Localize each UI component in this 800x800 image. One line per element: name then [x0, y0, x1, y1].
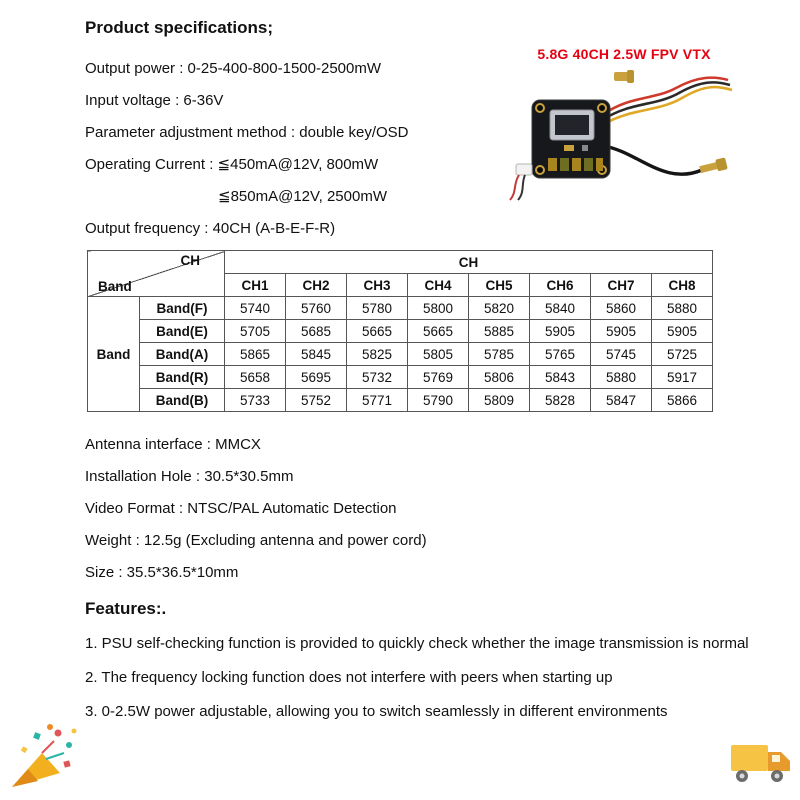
frequency-cell: 5905: [652, 320, 713, 343]
spec-input-voltage: Input voltage : 6-36V: [85, 92, 224, 109]
band-group-label: Band: [88, 297, 140, 412]
frequency-cell: 5820: [469, 297, 530, 320]
delivery-truck-icon: [728, 737, 794, 792]
party-popper-icon: [6, 719, 80, 798]
frequency-cell: 5765: [530, 343, 591, 366]
band-name-cell: Band(R): [140, 366, 225, 389]
band-name-cell: Band(E): [140, 320, 225, 343]
frequency-cell: 5790: [408, 389, 469, 412]
spec-output-power: Output power : 0-25-400-800-1500-2500mW: [85, 60, 382, 77]
frequency-cell: 5847: [591, 389, 652, 412]
ch-column-header: CH7: [591, 274, 652, 297]
frequency-cell: 5745: [591, 343, 652, 366]
frequency-cell: 5695: [286, 366, 347, 389]
frequency-cell: 5740: [225, 297, 286, 320]
frequency-cell: 5769: [408, 366, 469, 389]
band-name-cell: Band(F): [140, 297, 225, 320]
frequency-cell: 5845: [286, 343, 347, 366]
frequency-cell: 5917: [652, 366, 713, 389]
features-heading: Features:.: [85, 599, 167, 618]
table-row: [88, 320, 713, 343]
frequency-table: [87, 250, 713, 412]
ch-column-header: CH2: [286, 274, 347, 297]
frequency-cell: 5665: [408, 320, 469, 343]
ch-column-header: CH3: [347, 274, 408, 297]
spec-output-frequency: Output frequency : 40CH (A-B-E-F-R): [85, 220, 336, 237]
frequency-cell: 5658: [225, 366, 286, 389]
frequency-cell: 5905: [530, 320, 591, 343]
frequency-cell: 5705: [225, 320, 286, 343]
spec-antenna-interface: Antenna interface : MMCX: [85, 436, 261, 453]
frequency-cell: 5843: [530, 366, 591, 389]
frequency-cell: 5905: [591, 320, 652, 343]
vtx-board-photo: [504, 66, 744, 206]
table-header-row: [88, 251, 713, 274]
spec-size: Size : 35.5*36.5*10mm: [85, 564, 239, 581]
frequency-cell: 5866: [652, 389, 713, 412]
product-visual: [496, 46, 752, 206]
band-name-cell: Band(B): [140, 389, 225, 412]
frequency-cell: 5840: [530, 297, 591, 320]
spec-operating-current: Operating Current : ≦450mA@12V, 800mW: [85, 156, 379, 173]
frequency-cell: 5771: [347, 389, 408, 412]
corner-cell: [88, 251, 225, 297]
frequency-cell: 5685: [286, 320, 347, 343]
frequency-cell: 5732: [347, 366, 408, 389]
frequency-cell: 5809: [469, 389, 530, 412]
frequency-cell: 5733: [225, 389, 286, 412]
frequency-cell: 5760: [286, 297, 347, 320]
table-body: [88, 297, 713, 412]
frequency-cell: 5800: [408, 297, 469, 320]
feature-item: 3. 0-2.5W power adjustable, allowing you to switch seamlessly in different environments: [85, 703, 668, 720]
spec-installation-hole: Installation Hole : 30.5*30.5mm: [85, 468, 294, 485]
corner-ch-label: CH: [180, 253, 200, 268]
frequency-cell: 5806: [469, 366, 530, 389]
frequency-cell: 5785: [469, 343, 530, 366]
spec-video-format: Video Format : NTSC/PAL Automatic Detection: [85, 500, 397, 517]
frequency-cell: 5880: [652, 297, 713, 320]
feature-item: 1. PSU self-checking function is provided to quickly check whether the image transmission is normal: [85, 635, 749, 652]
ch-group-header: CH: [225, 251, 713, 274]
page-title: Product specifications;: [85, 18, 273, 37]
band-name-cell: Band(A): [140, 343, 225, 366]
features-list: [85, 627, 775, 729]
frequency-cell: 5885: [469, 320, 530, 343]
table-row: [88, 297, 713, 320]
feature-item: 2. The frequency locking function does not interfere with peers when starting up: [85, 669, 613, 686]
frequency-cell: 5665: [347, 320, 408, 343]
table-row: [88, 366, 713, 389]
frequency-cell: 5860: [591, 297, 652, 320]
frequency-cell: 5828: [530, 389, 591, 412]
ch-column-header: CH8: [652, 274, 713, 297]
spec-operating-current-2: ≦850mA@12V, 2500mW: [218, 188, 387, 205]
frequency-cell: 5752: [286, 389, 347, 412]
table-row: [88, 343, 713, 366]
spec-list-bottom: [85, 434, 775, 583]
spec-parameter-adjustment: Parameter adjustment method : double key/OSD: [85, 124, 409, 141]
corner-band-label: Band: [98, 279, 132, 294]
frequency-cell: 5865: [225, 343, 286, 366]
product-name: 5.8G 40CH 2.5W FPV VTX: [537, 46, 711, 62]
frequency-cell: 5725: [652, 343, 713, 366]
frequency-cell: 5825: [347, 343, 408, 366]
table-row: [88, 389, 713, 412]
ch-column-header: CH1: [225, 274, 286, 297]
spec-weight: Weight : 12.5g (Excluding antenna and power cord): [85, 532, 427, 549]
ch-column-header: CH6: [530, 274, 591, 297]
ch-column-header: CH4: [408, 274, 469, 297]
frequency-cell: 5780: [347, 297, 408, 320]
ch-column-header: CH5: [469, 274, 530, 297]
frequency-cell: 5880: [591, 366, 652, 389]
frequency-cell: 5805: [408, 343, 469, 366]
